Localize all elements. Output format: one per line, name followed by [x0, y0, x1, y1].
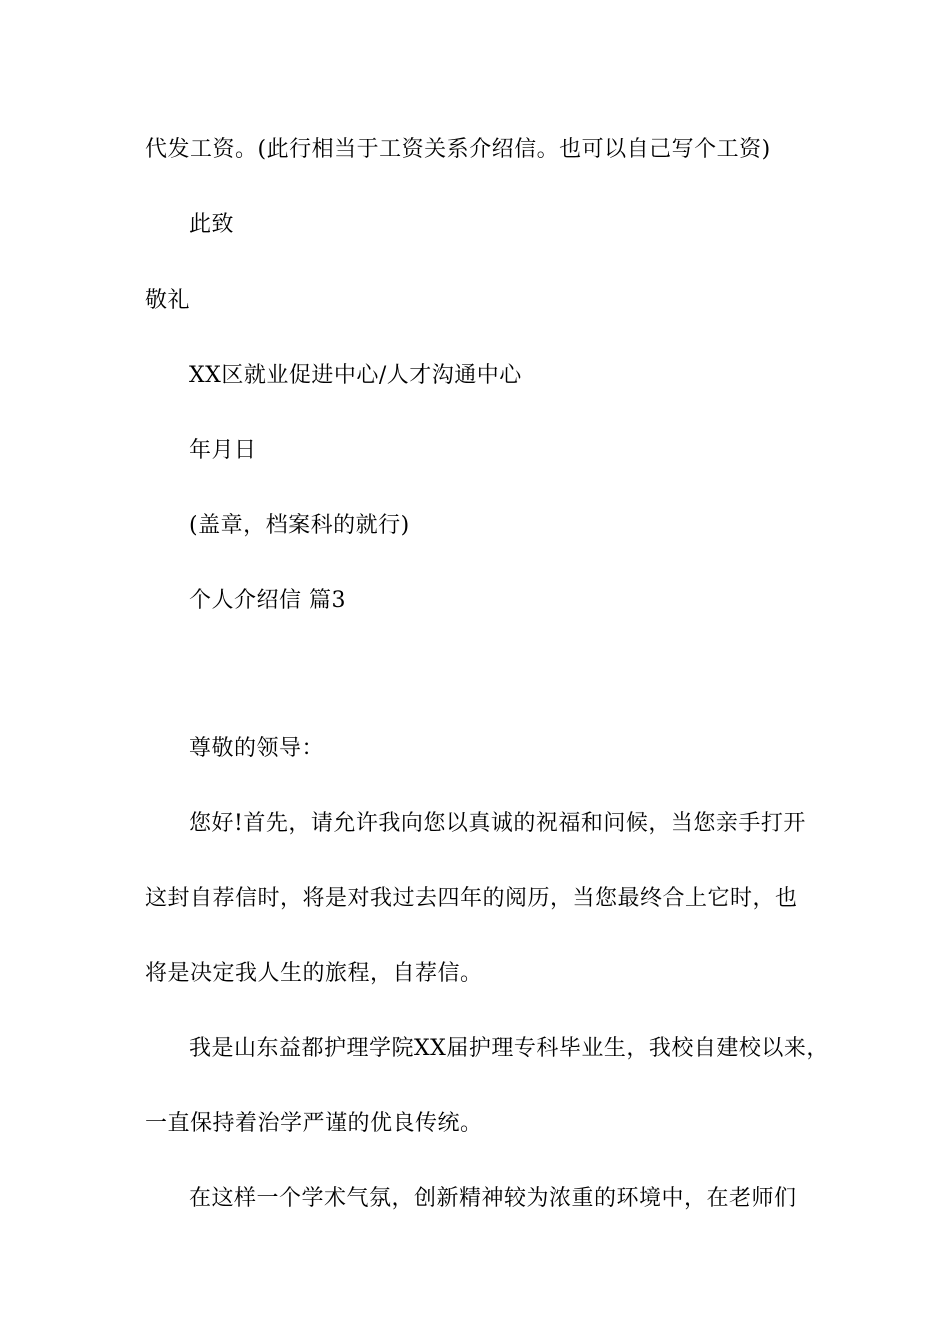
paragraph-line: 将是决定我人生的旅程，自荐信。 [145, 961, 483, 986]
paragraph-line: 我是山东益都护理学院XX届护理专科毕业生，我校自建校以来， [189, 1036, 829, 1061]
section-heading: 个人介绍信 篇3 [189, 588, 346, 613]
paragraph-line: 您好!首先，请允许我向您以真诚的祝福和问候，当您亲手打开 [189, 811, 806, 836]
closing-regards: 敬礼 [145, 288, 191, 313]
paragraph-line: 这封自荐信时，将是对我过去四年的阅历，当您最终合上它时，也 [145, 886, 798, 911]
stamp-note: (盖章，档案科的就行) [189, 513, 410, 538]
date-line: 年月日 [189, 438, 257, 463]
closing-salutation: 此致 [189, 212, 235, 237]
paragraph-line: 在这样一个学术气氛，创新精神较为浓重的环境中，在老师们 [189, 1186, 797, 1211]
sender-organization: XX区就业促进中心/人才沟通中心 [189, 363, 522, 388]
paragraph-line: 一直保持着治学严谨的优良传统。 [145, 1111, 483, 1136]
greeting: 尊敬的领导： [189, 736, 325, 761]
paragraph-line: 代发工资。(此行相当于工资关系介绍信。也可以自己写个工资) [145, 137, 771, 162]
